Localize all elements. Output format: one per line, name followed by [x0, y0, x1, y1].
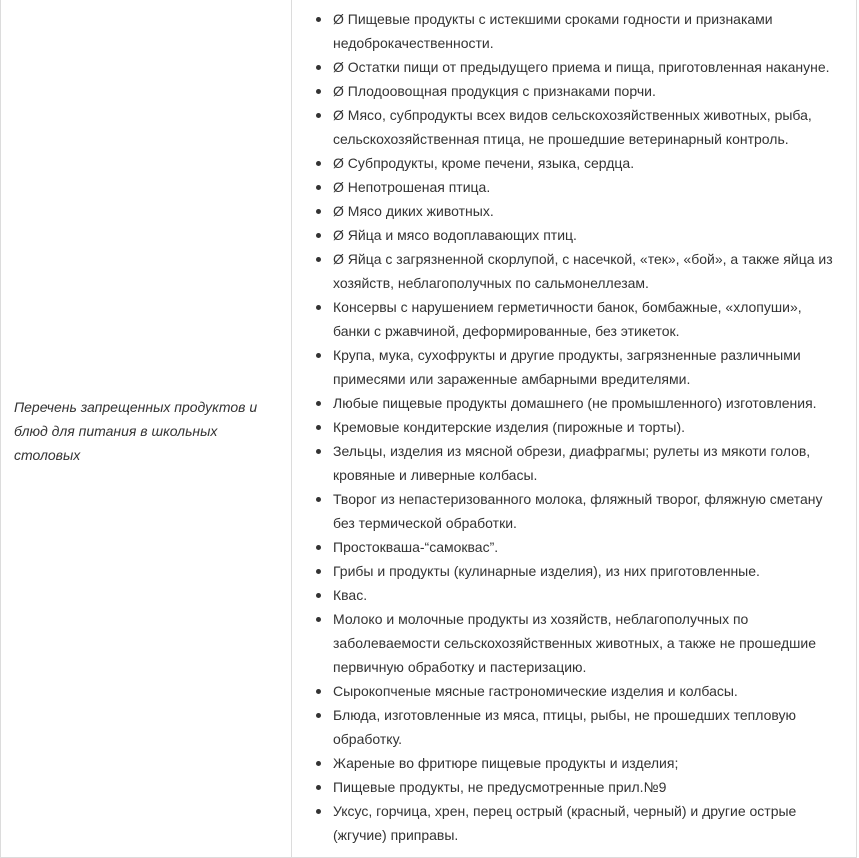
list-item: Пищевые продукты, не предусмотренные прил.№9	[324, 775, 842, 799]
list-item: Ø Яйца и мясо водоплавающих птиц.	[324, 223, 842, 247]
list-item: Жареные во фритюре пищевые продукты и изделия;	[324, 751, 842, 775]
list-item: Ø Мясо диких животных.	[324, 199, 842, 223]
list-item: Ø Пищевые продукты с истекшими сроками годности и признаками недоброкачественности.	[324, 7, 842, 55]
list-item: Кремовые кондитерские изделия (пирожные и торты).	[324, 415, 842, 439]
list-item: Ø Мясо, субпродукты всех видов сельскохозяйственных животных, рыба, сельскохозяйственная птица, не прошедшие ветеринарный контроль.	[324, 103, 842, 151]
list-item: Крупа, мука, сухофрукты и другие продукты, загрязненные различными примесями или зараженные амбарными вредителями.	[324, 343, 842, 391]
table-row	[1, 0, 857, 858]
list-item: Ø Субпродукты, кроме печени, языка, сердца.	[324, 151, 842, 175]
category-label: Перечень запрещенных продуктов и блюд для питания в школьных столовых	[14, 399, 258, 463]
list-item: Квас.	[324, 583, 842, 607]
content-cell	[292, 0, 857, 858]
prohibited-items-list	[292, 0, 856, 847]
list-item: Ø Яйца с загрязненной скорлупой, с насечкой, «тек», «бой», а также яйца из хозяйств, неблагополучных по сальмонеллезам.	[324, 247, 842, 295]
list-item: Творог из непастеризованного молока, фляжный творог, фляжную сметану без термической обработки.	[324, 487, 842, 535]
list-item: Любые пищевые продукты домашнего (не промышленного) изготовления.	[324, 391, 842, 415]
list-item: Грибы и продукты (кулинарные изделия), из них приготовленные.	[324, 559, 842, 583]
list-item: Ø Плодоовощная продукция с признаками порчи.	[324, 79, 842, 103]
list-item: Простокваша-“самоквас”.	[324, 535, 842, 559]
list-item: Сырокопченые мясные гастрономические изделия и колбасы.	[324, 679, 842, 703]
list-item: Консервы с нарушением герметичности банок, бомбажные, «хлопуши», банки с ржавчиной, деформированные, без этикеток.	[324, 295, 842, 343]
list-item: Молоко и молочные продукты из хозяйств, неблагополучных по заболеваемости сельскохозяйственных животных, а также не прошедшие первичную обработку и пастеризацию.	[324, 607, 842, 679]
list-item: Уксус, горчица, хрен, перец острый (красный, черный) и другие острые (жгучие) приправы.	[324, 799, 842, 847]
list-item: Ø Остатки пищи от предыдущего приема и пища, приготовленная накануне.	[324, 55, 842, 79]
list-item: Зельцы, изделия из мясной обрези, диафрагмы; рулеты из мякоти голов, кровяные и ливерные колбасы.	[324, 439, 842, 487]
list-item: Блюда, изготовленные из мяса, птицы, рыбы, не прошедших тепловую обработку.	[324, 703, 842, 751]
category-cell	[1, 0, 292, 858]
list-item: Ø Непотрошеная птица.	[324, 175, 842, 199]
